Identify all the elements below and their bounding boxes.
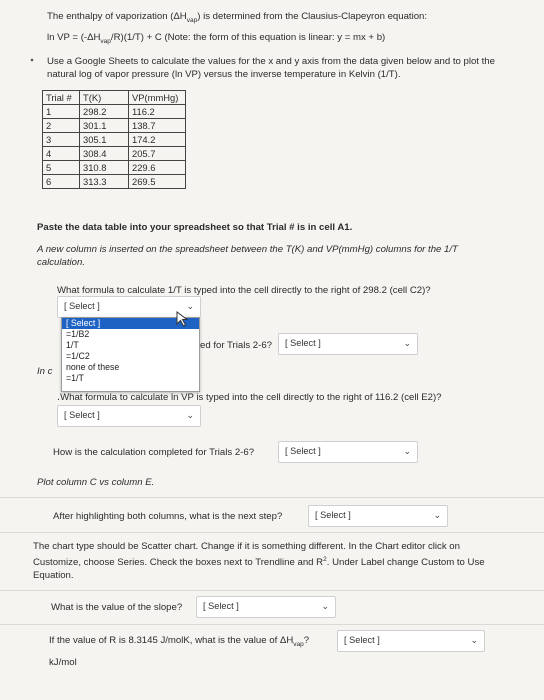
equation-line: ln VP = $(-\Delta H_{vap}/R)(1/T) + C$ (Note: the form of this equation is linear: y = mx + b) (47, 32, 386, 45)
plot-note: Plot column C vs column E. (37, 477, 155, 488)
mouse-pointer-icon (176, 311, 192, 330)
data-table (42, 90, 186, 189)
dropdown-option[interactable]: 1/T (66, 340, 79, 350)
q7-select-label: [ Select ] (344, 635, 380, 645)
dropdown-option[interactable]: =1/T (66, 373, 84, 383)
table-row (43, 119, 186, 133)
question-2-left-fragment: In c (37, 366, 53, 377)
chevron-down-icon: ⌄ (321, 601, 329, 611)
question-5: After highlighting both columns, what is the next step? (53, 511, 283, 522)
table-row (43, 147, 186, 161)
table-cell: 310.8 (80, 161, 129, 175)
q2-select-label: [ Select ] (285, 338, 321, 348)
paste-note: Paste the data table into your spreadsheet so that Trial # is in cell A1. (37, 222, 353, 233)
q4-select-label: [ Select ] (285, 446, 321, 456)
q7-select[interactable] (337, 630, 485, 652)
table-cell: 313.3 (80, 175, 129, 189)
chevron-down-icon: ⌄ (470, 635, 478, 645)
table-row (43, 133, 186, 147)
chevron-down-icon: ⌄ (186, 410, 194, 420)
question-2-partial: ed for Trials 2-6? (200, 340, 272, 351)
chevron-down-icon: ⌄ (433, 510, 441, 520)
divider (0, 497, 544, 498)
unit-label: kJ/mol (49, 657, 77, 668)
new-column-note: A new column is inserted on the spreadsheet between the T(K) and VP(mmHg) columns for the 1/T calculation. (37, 244, 458, 268)
question-4: How is the calculation completed for Trials 2-6? (53, 447, 255, 458)
table-cell: 301.1 (80, 119, 129, 133)
q4-select[interactable] (278, 441, 418, 463)
intro-line-1: The enthalpy of vaporization $(\Delta H_{vap})$ is determined from the Clausius-Clapeyron equation: (47, 11, 428, 24)
table-cell: 305.1 (80, 133, 129, 147)
q3-select[interactable] (57, 405, 201, 427)
q6-select[interactable] (196, 596, 336, 618)
dropdown-option[interactable]: =1/B2 (66, 329, 90, 339)
q5-select-label: [ Select ] (315, 510, 351, 520)
question-6: What is the value of the slope? (51, 602, 183, 613)
table-cell: 5 (43, 161, 80, 175)
table-cell: 6 (43, 175, 80, 189)
divider (0, 590, 544, 591)
header-temperature: T(K) (80, 91, 129, 105)
question-3: .What formula to calculate ln VP is typed into the cell directly to the right of 116.2 (cell E2)? (57, 391, 442, 403)
question-1: What formula to calculate 1/T is typed into the cell directly to the right of 298.2 (cell C2)? (57, 285, 431, 296)
dropdown-option[interactable]: none of these (66, 362, 120, 372)
q3-select-label: [ Select ] (64, 410, 100, 420)
q6-select-label: [ Select ] (203, 601, 239, 611)
instructions-text: Use a Google Sheets to calculate the values for the x and y axis from the data given below and to plot the natural log of vapor pressure (ln VP) versus the inverse temperature in Kelvin (1/T). (47, 56, 495, 80)
table-cell: 3 (43, 133, 80, 147)
chart-instructions: The chart type should be Scatter chart. Change if it is something different. In the Chart editor click on Customize, choose Series. Check the boxes next to Trendline and $R^2$. Under Label change Custom to Use Equation. (33, 541, 485, 582)
q5-select[interactable] (308, 505, 448, 527)
dropdown-option[interactable]: =1/C2 (66, 351, 90, 361)
table-cell: 269.5 (129, 175, 186, 189)
table-row (43, 105, 186, 119)
table-cell: 308.4 (80, 147, 129, 161)
table-cell: 4 (43, 147, 80, 161)
chevron-down-icon: ⌄ (403, 446, 411, 456)
table-header-row (43, 91, 186, 105)
bullet-dot: . (57, 391, 61, 403)
header-vapor-pressure: VP(mmHg) (129, 91, 186, 105)
table-cell: 116.2 (129, 105, 186, 119)
table-cell: 138.7 (129, 119, 186, 133)
table-cell: 174.2 (129, 133, 186, 147)
table-cell: 229.6 (129, 161, 186, 175)
header-trial: Trial # (43, 91, 80, 105)
table-row (43, 161, 186, 175)
q1-select-label: [ Select ] (64, 301, 100, 311)
table-cell: 2 (43, 119, 80, 133)
table-row (43, 175, 186, 189)
table-cell: 205.7 (129, 147, 186, 161)
q2-select[interactable] (278, 333, 418, 355)
chevron-down-icon: ⌄ (403, 338, 411, 348)
dropdown-option-select[interactable]: [ Select ] (62, 318, 199, 329)
bullet (30, 54, 34, 58)
question-7: If the value of R is 8.3145 J/molK, what is the value of $\Delta H_{vap}$? (49, 635, 310, 648)
table-cell: 1 (43, 105, 80, 119)
chevron-down-icon: ⌄ (186, 301, 194, 311)
divider (0, 624, 544, 625)
divider (0, 532, 544, 533)
table-cell: 298.2 (80, 105, 129, 119)
